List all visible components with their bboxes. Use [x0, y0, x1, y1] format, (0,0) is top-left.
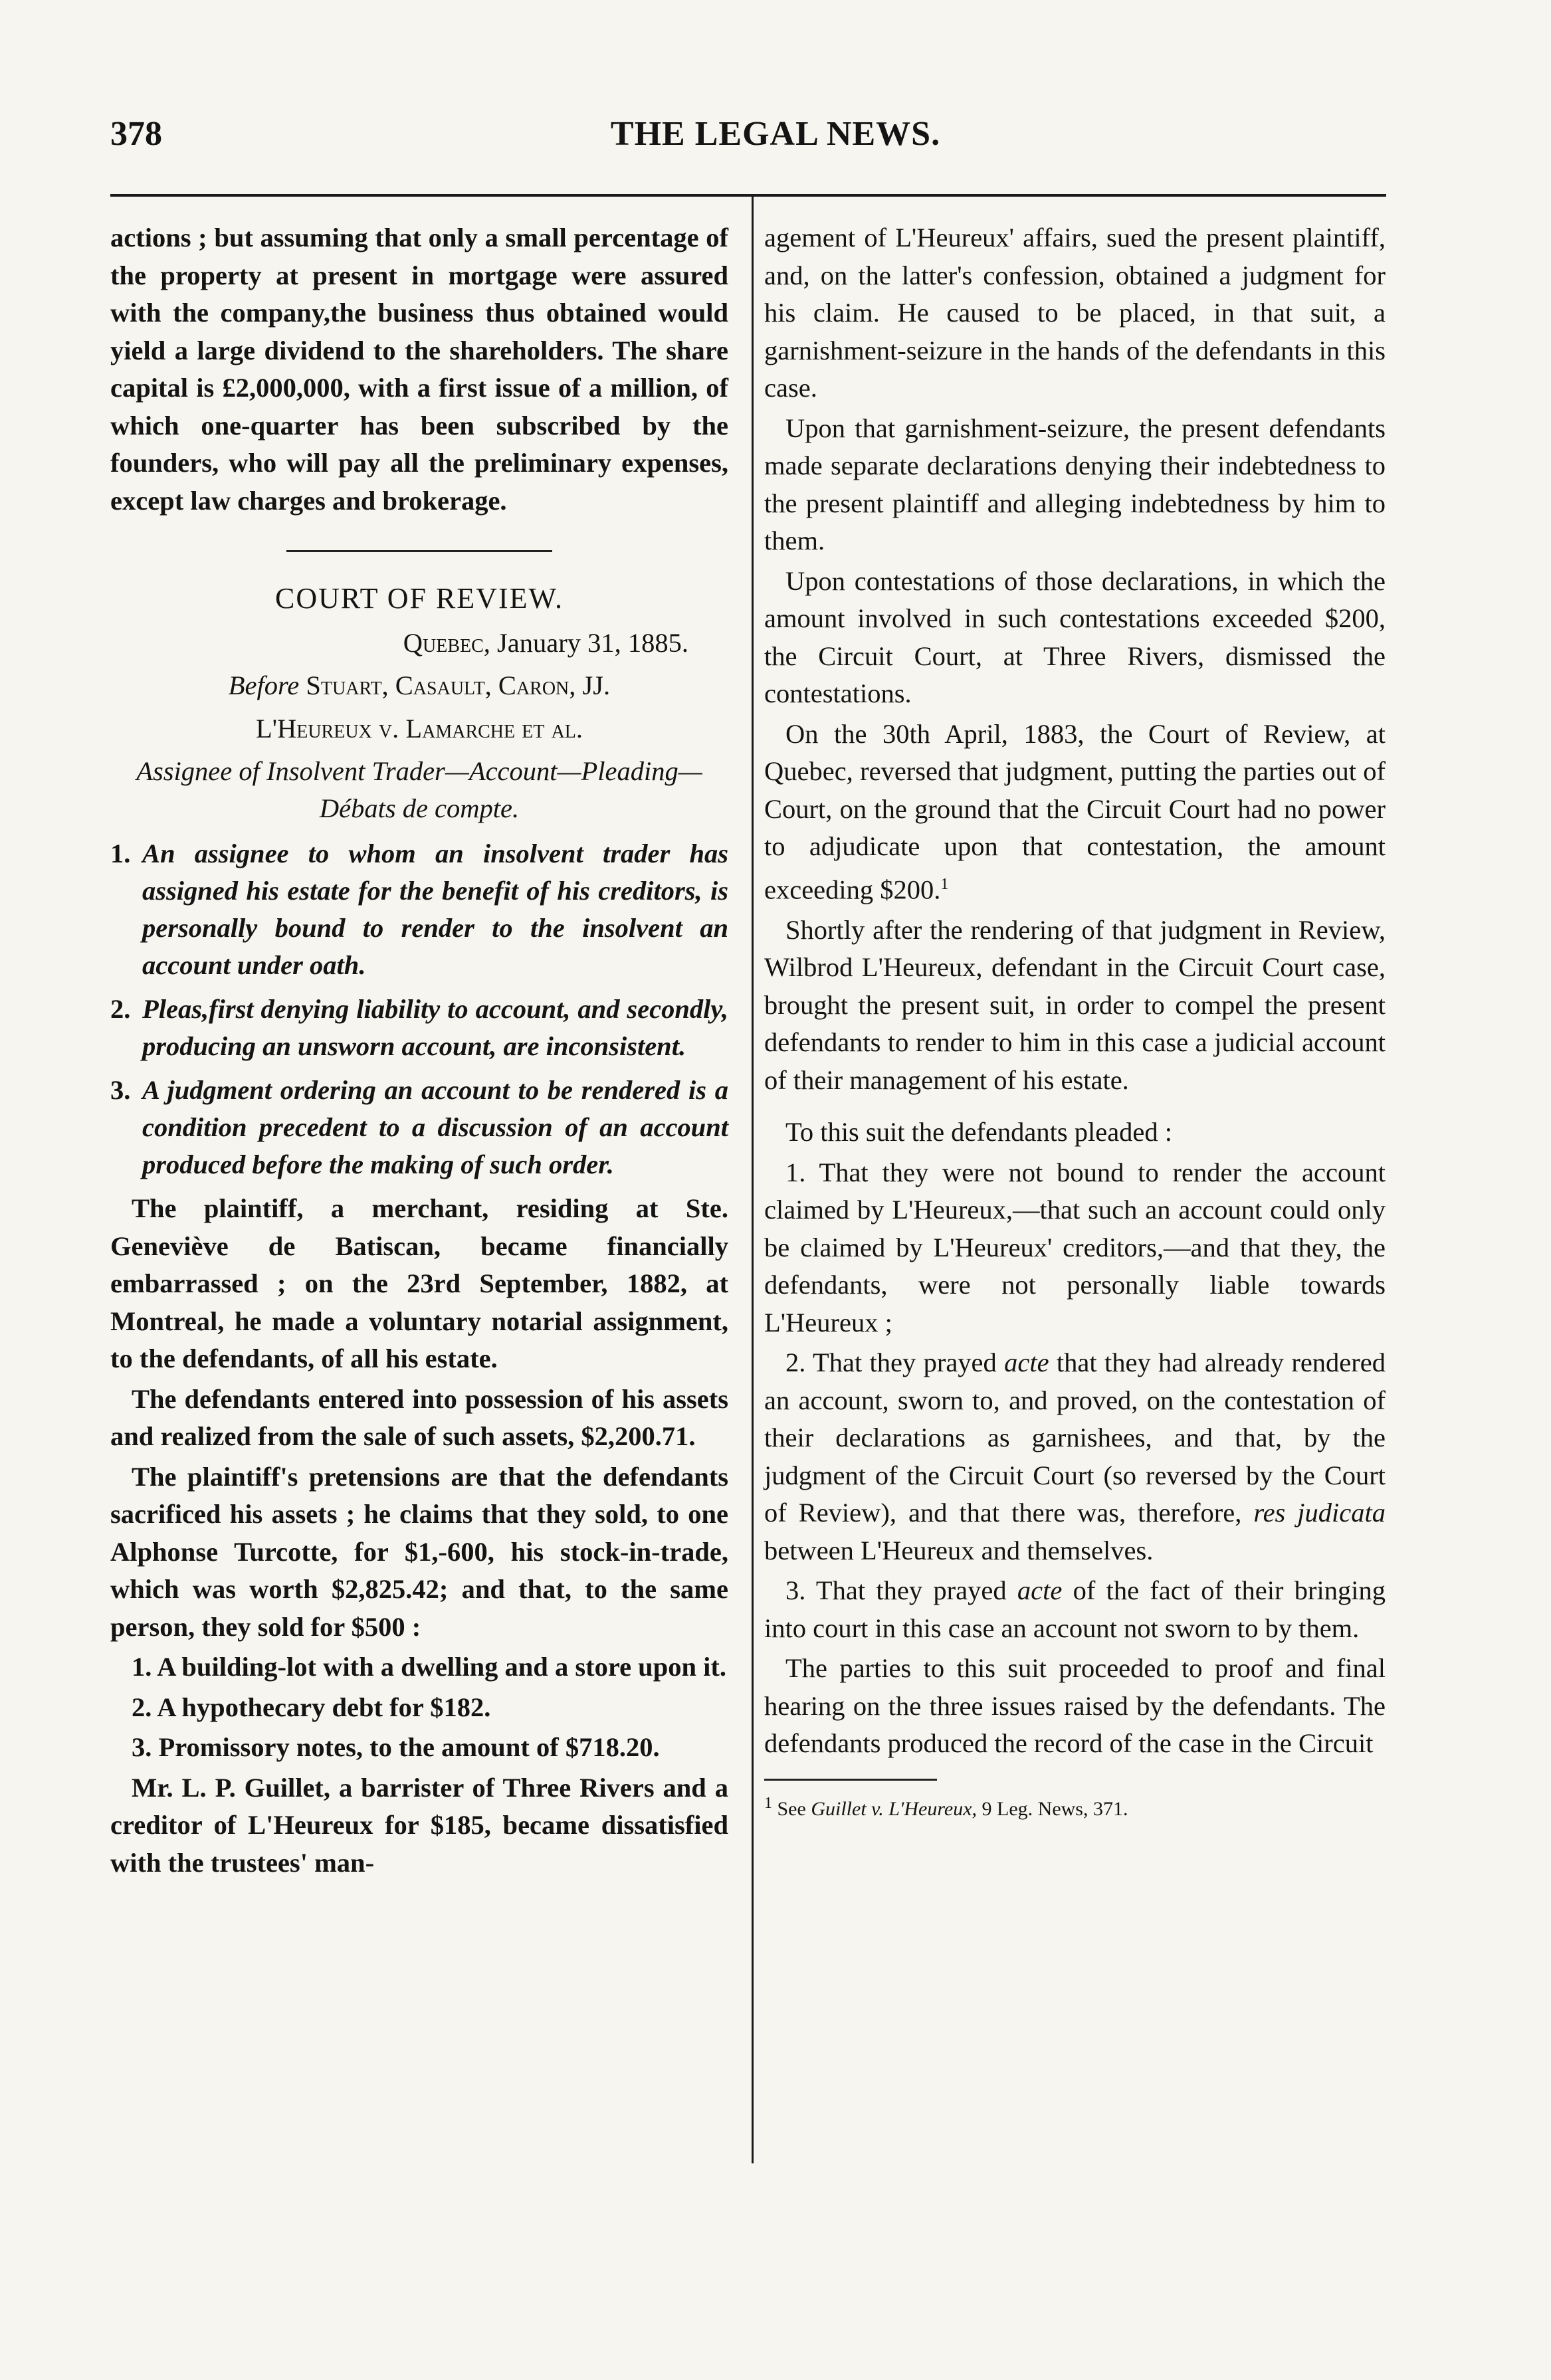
headnote-item [110, 1072, 728, 1183]
headnote-number: 1. [110, 839, 131, 868]
section-divider [286, 550, 552, 552]
headnote-text: A judgment ordering an account to be rendered is a condition precedent to a discussion of an account produced before the making of such order. [142, 1075, 728, 1179]
plea-text: 2. That they prayed [785, 1347, 1005, 1377]
res-judicata-term: res judicata [1253, 1498, 1386, 1528]
body-paragraph: The plaintiff, a merchant, residing at Ste. Geneviève de Batiscan, became financially embarrassed ; on the 23rd September, 1882, at Montreal, he made a voluntary notarial assignment, to the defendants, of all his estate. [110, 1193, 728, 1373]
list-item: 3. Promissory notes, to the amount of $718.20. [132, 1732, 660, 1762]
plea-paragraph: 1. That they were not bound to render the account claimed by L'Heureux,—that such an account could only be claimed by L'Heureux' creditors,—and that they, the defendants, were not personally liable towards L'Heureux ; [764, 1157, 1386, 1338]
continued-paragraph: agement of L'Heureux' affairs, sued the present plaintiff, and, on the latter's confession, obtained a judgment for his claim. He caused to be placed, in that suit, a garnishment-seizure in the hands of the defendants in this case. [764, 223, 1386, 403]
plea-paragraph [764, 1572, 1386, 1647]
dateline-place: Quebec, [403, 627, 490, 658]
paragraph-text: On the 30th April, 1883, the Court of Review, at Quebec, reversed that judgment, putting the parties out of Court, on the ground that the Circuit Court had no power to adjudicate upon that contestation, the amount exceeding $200. [764, 718, 1386, 904]
headnote-text: Pleas,first denying liability to account, and secondly, producing an unsworn account, are inconsistent. [142, 994, 728, 1061]
acte-term: acte [1017, 1575, 1063, 1605]
headnote-text: An assignee to whom an insolvent trader has assigned his estate for the benefit of his creditors, is personally bound to render to the insolvent an account under oath. [142, 839, 728, 980]
plea-paragraph [764, 1344, 1386, 1569]
headnote-item [110, 991, 728, 1065]
running-title: THE LEGAL NEWS. [610, 115, 941, 153]
footnote [764, 1790, 1386, 1823]
bench [110, 667, 728, 705]
page-number: 378 [110, 115, 162, 153]
intro-paragraph: actions ; but assuming that only a small percentage of the property at present in mortgage were assured with the company,the business thus obtained would yield a large dividend to the shareholders. The share capital is £2,000,000, with a first issue of a million, of which one-quarter has been subscribed by the founders, who will pay all the preliminary expenses, except law charges and brokerage. [110, 223, 728, 516]
body-paragraph: Upon that garnishment-seizure, the present defendants made separate declarations denying their indebtedness to the present plaintiff and alleging indebtedness by him to them. [764, 413, 1386, 555]
bench-before: Before [228, 670, 300, 700]
body-paragraph: To this suit the defendants pleaded : [785, 1117, 1173, 1147]
footnote-marker: 1 [940, 875, 949, 893]
case-parties: L'Heureux v. Lamarche et al. [255, 713, 583, 744]
plea-text: between L'Heureux and themselves. [764, 1535, 1154, 1565]
bench-judges: Stuart, Casault, Caron, JJ. [299, 670, 611, 700]
body-paragraph: Shortly after the rendering of that judgment in Review, Wilbrod L'Heureux, defendant in the Circuit Court case, brought the present suit, in order to compel the present defendants to render to him in this case a judicial account of their management of his estate. [764, 914, 1386, 1095]
footnote-number: 1 [764, 1794, 772, 1812]
body-paragraph [764, 716, 1386, 909]
column-divider [752, 197, 754, 2163]
plea-text: that they had already rendered an account, sworn to, and proved, on the contestation of their declarations as garnishees, and that, by the judgment of the Circuit Court (so reversed by the Court of Review), and that there was, therefore, [764, 1347, 1386, 1528]
header-rule [110, 194, 1386, 197]
headnote-number: 3. [110, 1075, 131, 1105]
footnote-text: See [772, 1797, 811, 1820]
body-paragraph: Mr. L. P. Guillet, a barrister of Three Rivers and a creditor of L'Heureux for $185, became dissatisfied with the trustees' man- [110, 1772, 728, 1878]
headnote-title: Assignee of Insolvent Trader—Account—Pleading—Débats de compte. [136, 756, 702, 823]
plea-text: 3. That they prayed [785, 1575, 1017, 1605]
left-column [110, 219, 728, 1884]
headnote-item [110, 835, 728, 984]
court-title: COURT OF REVIEW. [275, 582, 564, 615]
footnote-text: 9 Leg. News, 371. [977, 1797, 1128, 1820]
dateline-date: January 31, 1885. [490, 627, 688, 658]
list-item: 2. A hypothecary debt for $182. [132, 1692, 491, 1722]
headnote-number: 2. [110, 994, 131, 1024]
dateline [110, 625, 728, 662]
footnote-case: Guillet v. L'Heureux, [811, 1797, 978, 1820]
right-column [764, 219, 1386, 1825]
body-paragraph: Upon contestations of those declarations, in which the amount involved in such contestations exceeded $200, the Circuit Court, at Three Rivers, dismissed the contestations. [764, 565, 1386, 708]
spacer [764, 1102, 1386, 1114]
body-paragraph: The defendants entered into possession of his assets and realized from the sale of such assets, $2,200.71. [110, 1383, 728, 1451]
footnote-rule [764, 1779, 937, 1781]
list-item: 1. A building-lot with a dwelling and a store upon it. [132, 1652, 726, 1682]
acte-term: acte [1004, 1347, 1049, 1377]
body-paragraph: The plaintiff's pretensions are that the defendants sacrificed his assets ; he claims that they sold, to one Alphonse Turcotte, for $1,-600, his stock-in-trade, which was worth $2,825.42; and that, to the same person, they sold for $500 : [110, 1461, 728, 1642]
body-paragraph: The parties to this suit proceeded to proof and final hearing on the three issues raised by the defendants. The defendants produced the record of the case in the Circuit [764, 1653, 1386, 1758]
plea-text: of the fact of their bringing into court in this case an account not sworn to by them. [764, 1575, 1386, 1643]
